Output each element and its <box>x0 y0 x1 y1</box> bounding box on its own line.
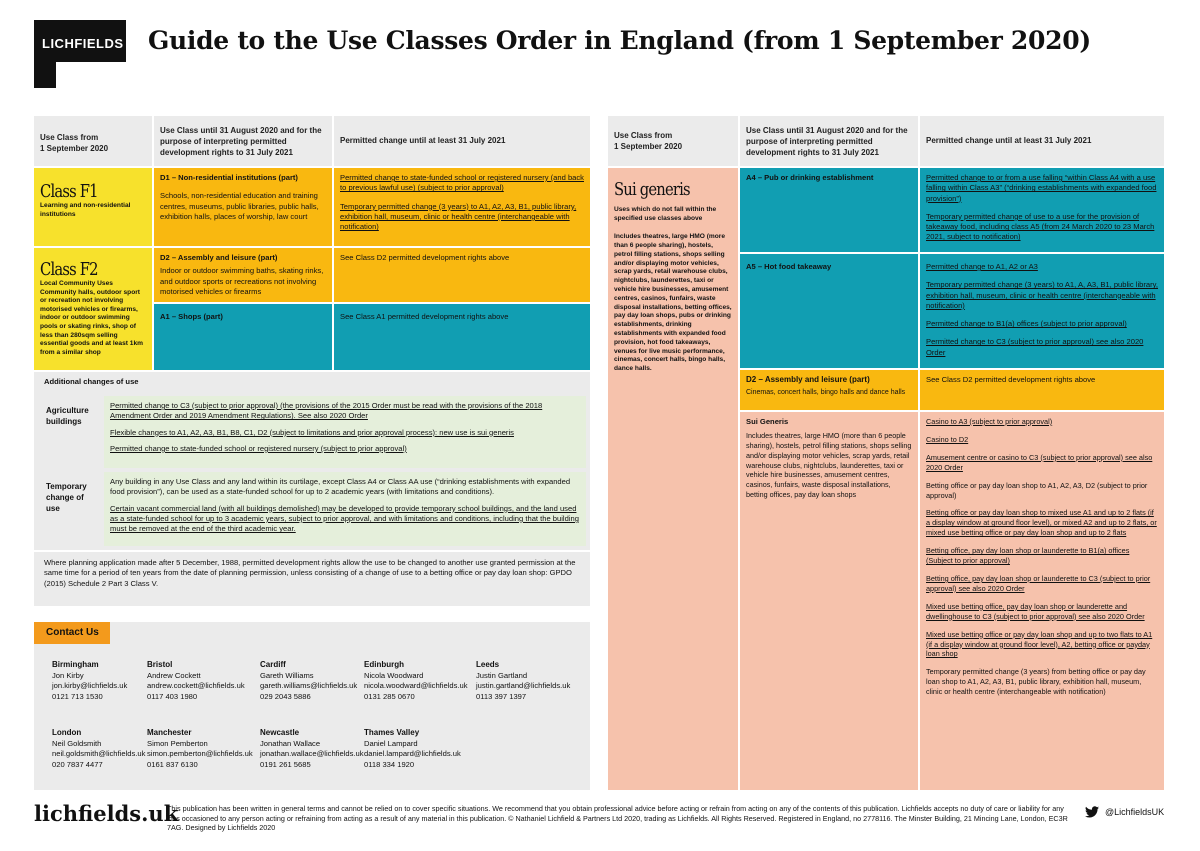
right-d2-permitted: See Class D2 permitted development rights above <box>920 370 1164 410</box>
a1-cell: A1 – Shops (part) <box>154 304 332 370</box>
a1-permitted: See Class A1 permitted development rights above <box>334 304 590 370</box>
class-f2-sub: Local Community Uses <box>40 280 113 287</box>
office-bristol: Bristol Andrew Cockett andrew.cockett@lichfields.uk 0117 403 1980 <box>147 660 245 701</box>
d2-title: D2 – Assembly and leisure (part) <box>160 253 278 262</box>
left-header-from: Use Class from 1 September 2020 <box>34 116 152 166</box>
temp-label: Temporary change of use <box>46 482 87 513</box>
twitter-link[interactable]: @LichfieldsUK <box>1085 806 1164 818</box>
planning-note: Where planning application made after 5 December, 1988, permitted development rights allow the use to be changed to another use granted permission at the same time for a period of ten years from the date of planning permission, unless consisting of a change of use to a betting office or pay day loan shop: GPDO (2015) Schedule 2 Part 3 Class V. <box>34 552 590 606</box>
sui-generis-cell <box>608 168 738 790</box>
lichfields-logo: LICHFIELDS <box>34 20 126 88</box>
d1-title: D1 – Non-residential institutions (part) <box>160 173 298 182</box>
d1-cell <box>154 168 332 246</box>
sg2-cell: Sui Generis Includes theatres, large HMO (more than 6 people sharing), hostels, petrol filling stations, shops selling and/or displaying motor vehicles, scrap yards, retail warehouse clubs, nightclubs, launderettes, taxi or vehicle hire businesses, amusement centres, casinos, funfairs, waste disposal installations, betting offices, pay day loan shops <box>740 412 918 790</box>
right-header-from: Use Class from 1 September 2020 <box>608 116 738 166</box>
agri-l1: Permitted change to C3 (subject to prior approval) (the provisions of the 2015 Order must be read with the provisions of the 2018 Amendment Order and 2019 Amendment Regulations). See also 2020 Order <box>110 401 543 421</box>
class-f1-desc: Learning and non-residential institutions <box>40 202 131 218</box>
office-edinburgh: Edinburgh Nicola Woodward nicola.woodward@lichfields.uk 0131 285 0670 <box>364 660 468 701</box>
office-newcastle: Newcastle Jonathan Wallace jonathan.wallace@lichfields.uk 0191 261 5685 <box>260 728 364 769</box>
a5-cell: A5 – Hot food takeaway <box>740 254 918 368</box>
email-link[interactable]: jonathan.wallace@lichfields.uk <box>260 749 364 758</box>
email-link[interactable]: neil.goldsmith@lichfields.uk <box>52 749 146 758</box>
office-london: London Neil Goldsmith neil.goldsmith@lichfields.uk 020 7837 4477 <box>52 728 146 769</box>
d2-text: Indoor or outdoor swimming baths, skating rinks, and outdoor sports or recreations not involving motorised vehicles or firearms <box>160 266 324 296</box>
email-link[interactable]: simon.pemberton@lichfields.uk <box>147 749 253 758</box>
sui-generis-desc: Uses which do not fall within the specified use classes above <box>614 206 717 222</box>
class-f2-desc: Community halls, outdoor sport or recreation not involving motorised vehicles or firearms, indoor or outdoor swimming pools or skating rinks, shop of less than 280sqm selling essential goods and at least 1km from a similar shop <box>40 288 143 356</box>
f1-permitted-cell <box>334 168 590 246</box>
office-cardiff: Cardiff Gareth Williams gareth.williams@lichfields.uk 029 2043 5886 <box>260 660 358 701</box>
agri-l3: Permitted change to state-funded school or registered nursery (subject to prior approval) <box>110 443 407 453</box>
email-link[interactable]: justin.gartland@lichfields.uk <box>476 681 571 690</box>
agri-cell <box>104 396 586 468</box>
left-header-until: Use Class until 31 August 2020 and for the purpose of interpreting permitted development rights to 31 July 2021 <box>154 116 332 166</box>
a4-permitted: Permitted change to or from a use falling “within Class A4 with a use falling within Class A3” (“drinking establishments with expanded food provision”) Temporary permitted change of use to a use for the provision of takeaway food, including class A5 (from 24 March 2020 to 23 March 2021, subject to notification) <box>920 168 1164 252</box>
temp-l2: Certain vacant commercial land (with all buildings demolished) may be developed to provide temporary school buildings, and the land used as a state-funded school for up to 3 academic years, subject to prior approval, and with limitations and conditions, including that the building must be removed at the end of the third academic year. <box>110 503 579 534</box>
footer-disclaimer: This publication has been written in general terms and cannot be relied on to cover specific situations. We recommend that you obtain professional advice before acting or refrain from acting on any of the contents of this publication. Lichfields accepts no duty of care or liability for any loss occasioned to any person acting or refraining from acting as a result of any material in this publication. © Nathaniel Lichfield & Partners Ltd 2020, trading as Lichfields. All Rights Reserved. Registered in England, no 2778116. The Minster Building, 21 Mincing Lane, London, EC3R 7AG. Designed by Lichfields 2020 <box>167 804 1068 833</box>
a4-cell: A4 – Pub or drinking establishment <box>740 168 918 252</box>
d2-permitted: See Class D2 permitted development rights above <box>334 248 590 302</box>
right-d2-cell: D2 – Assembly and leisure (part) Cinemas, concert halls, bingo halls and dance halls <box>740 370 918 410</box>
class-f2-cell <box>34 248 152 370</box>
d2-cell <box>154 248 332 302</box>
agri-l2: Flexible changes to A1, A2, A3, B1, B8, C1, D2 (subject to limitations and prior approval process): new use is sui generis <box>110 427 514 437</box>
a5-permitted: Permitted change to A1, A2 or A3 Temporary permitted change (3 years) to A1, A, A3, B1, public library, exhibition hall, museum, clinic or health centre (interchangeable with notification) Permitted change to B1(a) offices (subject to prior approval) Permitted change to C3 (subject to prior approval) see also 2020 Order <box>920 254 1164 368</box>
office-leeds: Leeds Justin Gartland justin.gartland@lichfields.uk 0113 397 1397 <box>476 660 571 701</box>
additional-changes-heading: Additional changes of use <box>34 372 590 392</box>
f1-pc1: Permitted change to state-funded school or registered nursery (and back to previous lawful use) (subject to prior approval) <box>340 173 584 193</box>
twitter-icon <box>1085 806 1099 818</box>
class-f2-title: Class F2 <box>40 259 98 280</box>
class-f1-title: Class F1 <box>40 181 98 202</box>
email-link[interactable]: jon.kirby@lichfields.uk <box>52 681 128 690</box>
footer-site-link[interactable]: lichfields.uk <box>34 801 179 826</box>
logo-notch <box>56 62 126 88</box>
office-manchester: Manchester Simon Pemberton simon.pemberton@lichfields.uk 0161 837 6130 <box>147 728 253 769</box>
email-link[interactable]: andrew.cockett@lichfields.uk <box>147 681 245 690</box>
sg2-permitted: Casino to A3 (subject to prior approval) Casino to D2 Amusement centre or casino to C3 (subject to prior approval) see also 2020 Order Betting office or pay day loan shop to A1, A2, A3, D2 (subject to prior approval) Betting office or pay day loan shop to mixed use A1 and up to 2 flats (if a display window at ground floor level), or mixed A2 and up to 2 flats, or mixed use betting office or pay day loan shop and up to 2 flats Betting office, pay day loan shop or launderette to B1(a) offices (Subject to prior approval) Betting office, pay day loan shop or launderette to C3 (subject to prior approval) see also 2020 Order Mixed use betting office, pay day loan shop or launderette and dwellinghouse to C3 (subject to prior approval) see also 2020 Order Mixed use betting office or pay day loan shop and up to two flats to A1 (if a display window at ground floor level), A2, betting office or payday loan shop Temporary permitted change (3 years) from betting office or pay day loan shop to A1, A2, A3, B1, public library, exhibition hall, museum, clinic or health centre (interchangeable with notification) <box>920 412 1164 790</box>
email-link[interactable]: daniel.lampard@lichfields.uk <box>364 749 461 758</box>
temp-l1: Any building in any Use Class and any land within its curtilage, except Class A4 or Class AA use (“drinking establishments with expanded food provision”), can be used as a state-funded school for up to 2 academic years (with limitations and conditions). <box>110 477 571 497</box>
temp-cell <box>104 472 586 546</box>
right-header-permitted: Permitted change until at least 31 July 2021 <box>920 116 1164 166</box>
page-title: Guide to the Use Classes Order in England (from 1 September 2020) <box>148 26 1091 55</box>
email-link[interactable]: nicola.woodward@lichfields.uk <box>364 681 468 690</box>
contact-label: Contact Us <box>34 622 110 644</box>
class-f1-cell <box>34 168 152 246</box>
agri-label: Agriculture buildings <box>46 406 89 426</box>
email-link[interactable]: gareth.williams@lichfields.uk <box>260 681 358 690</box>
d1-text: Schools, non-residential education and training centres, museums, public libraries, public halls, exhibition halls, places of worship, law court <box>160 191 319 221</box>
office-thames-valley: Thames Valley Daniel Lampard daniel.lampard@lichfields.uk 0118 334 1920 <box>364 728 461 769</box>
sui-generis-title: Sui generis <box>614 179 690 200</box>
right-header-until: Use Class until 31 August 2020 and for the purpose of interpreting permitted development rights to 31 July 2021 <box>740 116 918 166</box>
sui-generis-list: Includes theatres, large HMO (more than 6 people sharing), hostels, petrol filling stations, shops selling and/or displaying motor vehicles, scrap yards, retail warehouse clubs, nightclubs, launderettes, taxi or vehicle hire businesses, amusement centres, casinos, funfairs, waste disposal installations, betting offices, pay day loan shops, pubs or drinking establishments, drinking establishments with expanded food provision, hot food takeaways, venues for live music performance, cinemas, concert halls, bingo halls, dance halls. <box>614 233 732 373</box>
f1-pc2: Temporary permitted change (3 years) to A1, A2, A3, B1, public library, exhibition hall, museum, clinic or health centre (interchangeable with notification) <box>340 201 577 232</box>
left-header-permitted: Permitted change until at least 31 July 2021 <box>334 116 590 166</box>
office-birmingham: Birmingham Jon Kirby jon.kirby@lichfields.uk 0121 713 1530 <box>52 660 128 701</box>
